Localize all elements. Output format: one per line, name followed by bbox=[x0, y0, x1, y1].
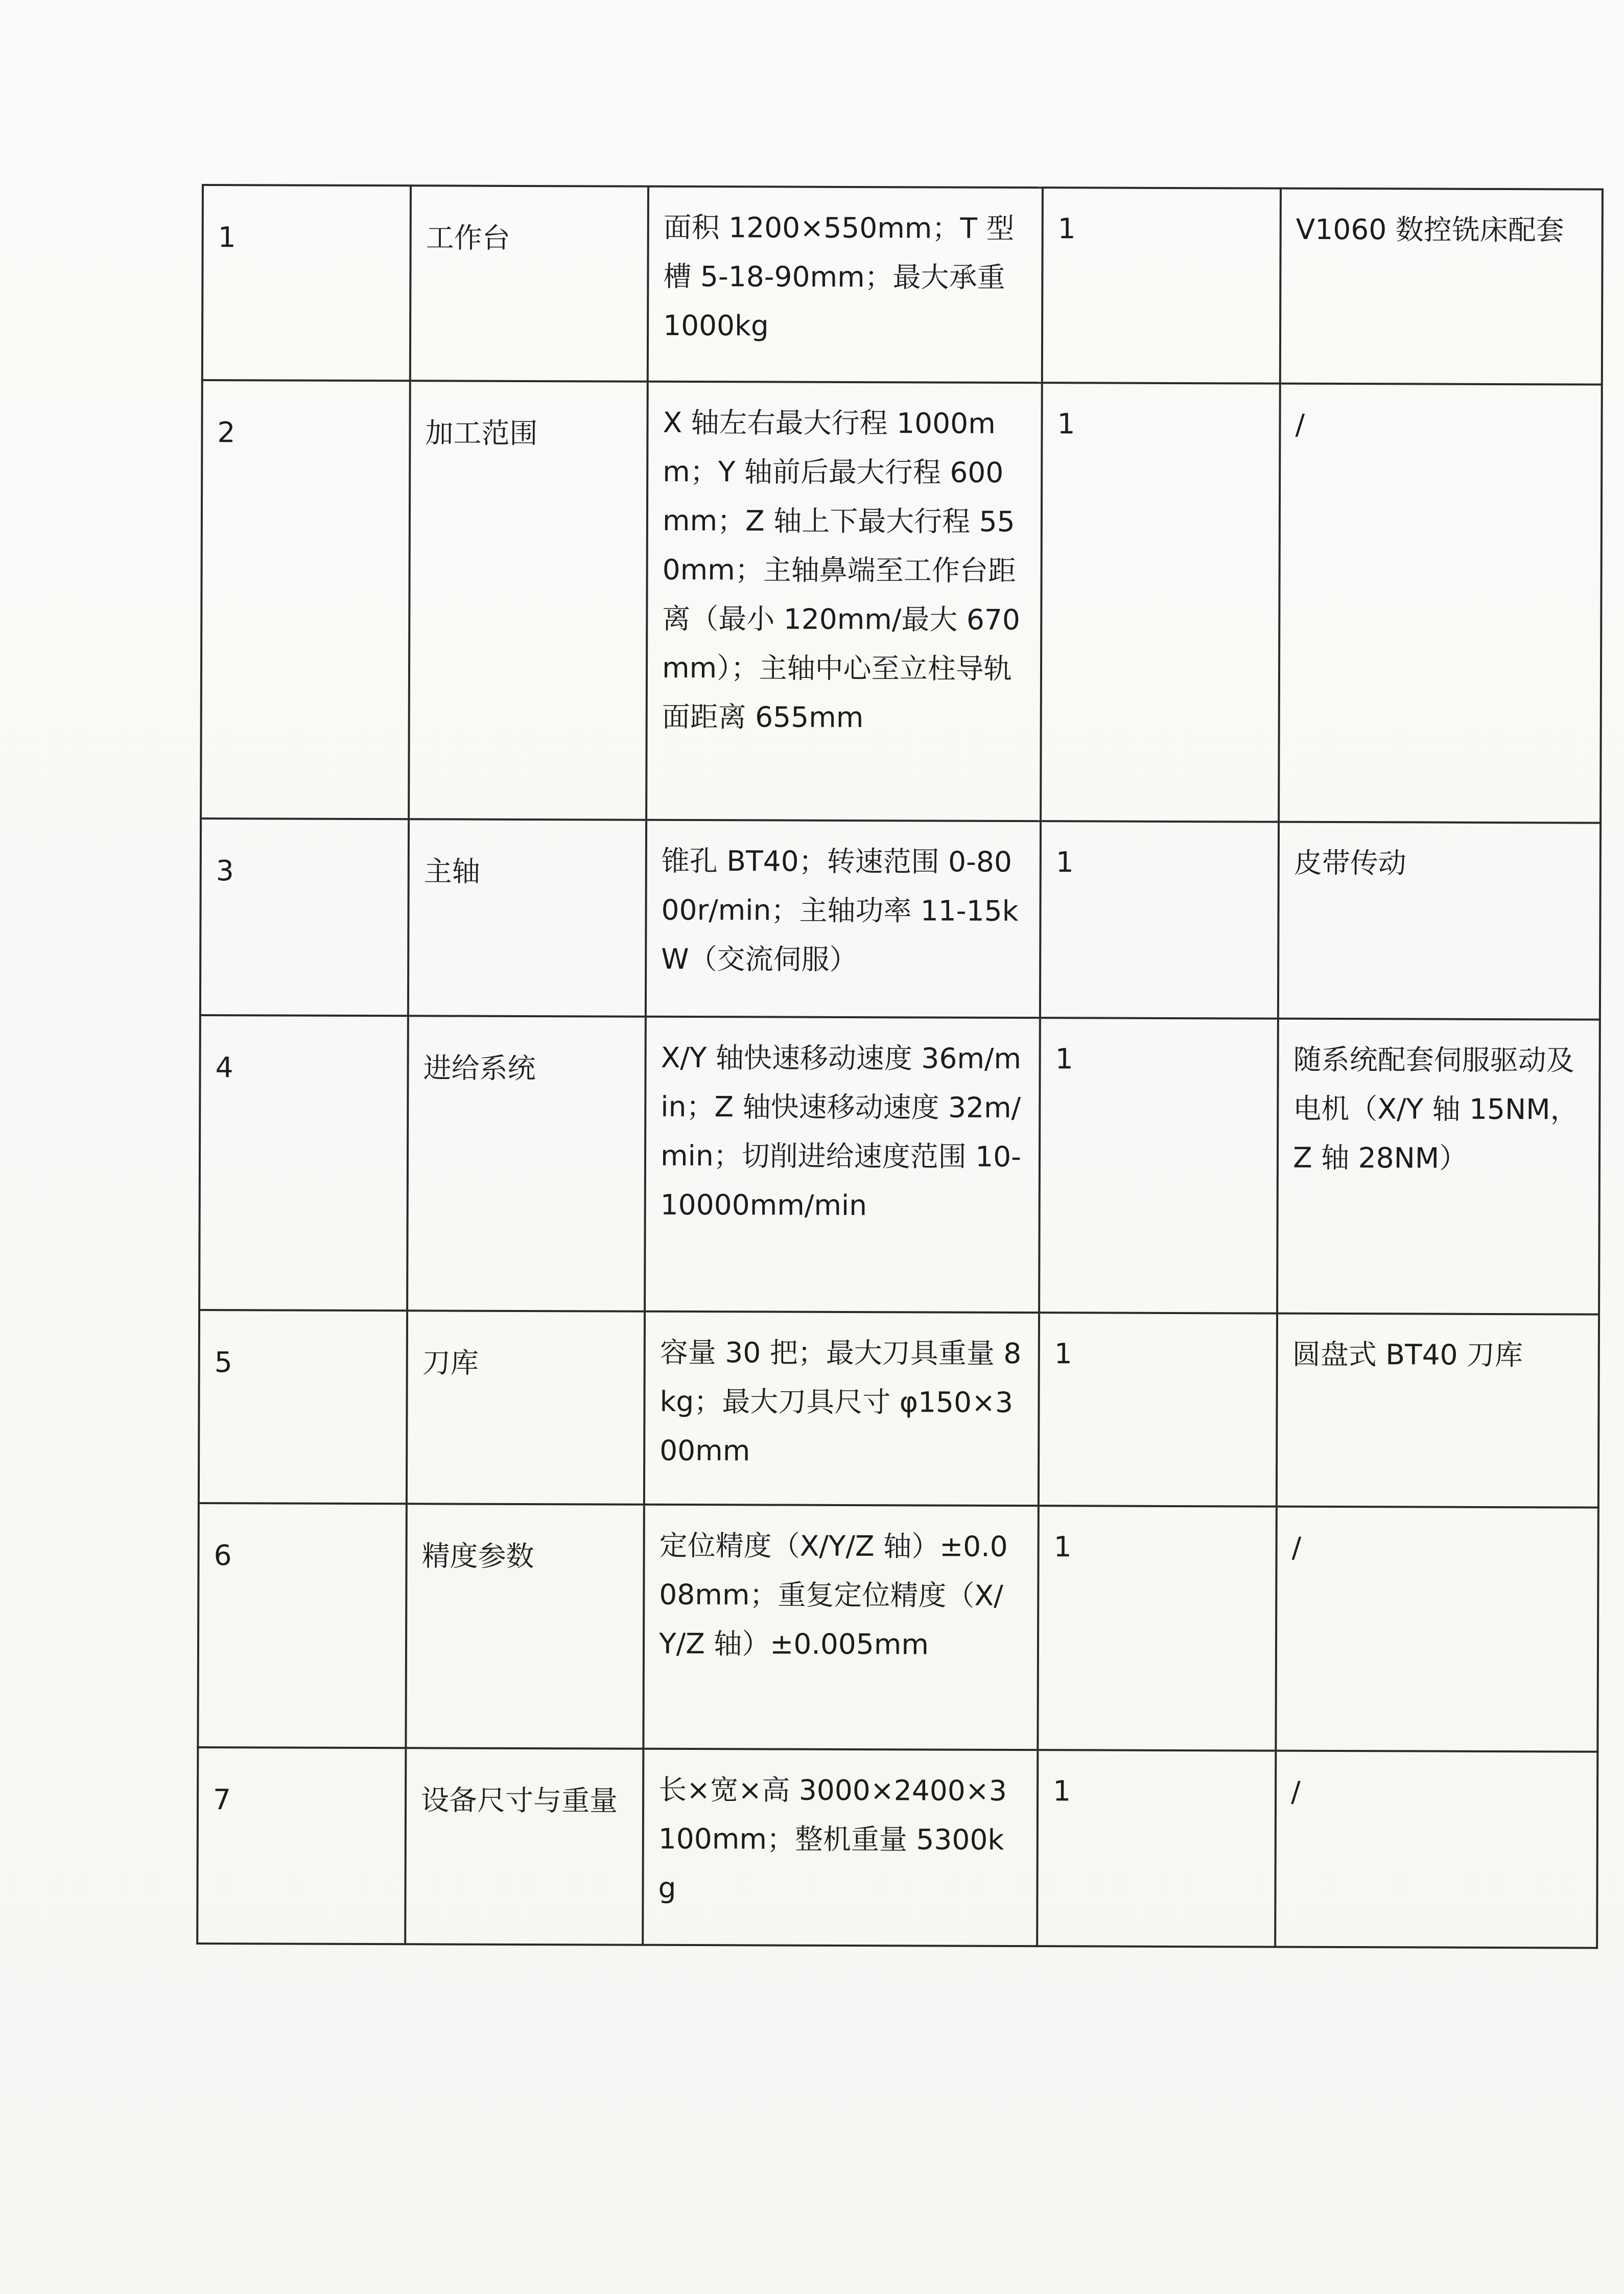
item-spec: 容量 30 把；最大刀具重量 8kg；最大刀具尺寸 φ150×300mm bbox=[660, 1336, 1022, 1467]
item-name: 加工范围 bbox=[425, 416, 538, 450]
table-row bbox=[200, 818, 1601, 1020]
item-note: / bbox=[1295, 408, 1305, 441]
row-number: 3 bbox=[216, 854, 234, 887]
row-number-cell bbox=[199, 1015, 408, 1310]
item-note-cell bbox=[1278, 822, 1601, 1020]
item-spec: X 轴左右最大行程 1000mm；Y 轴前后最大行程 600mm；Z 轴上下最大行程 550mm；主轴鼻端至工作台距离（最小 120mm/最大 670mm）；主轴中心至立柱导轨面距离 655mm bbox=[662, 406, 1021, 734]
item-note-cell bbox=[1280, 189, 1603, 385]
item-qty-cell bbox=[1037, 1750, 1276, 1947]
row-number-cell bbox=[199, 1310, 407, 1504]
item-note: 随系统配套伺服驱动及电机（X/Y 轴 15NM，Z 轴 28NM） bbox=[1292, 1043, 1579, 1175]
row-number-cell bbox=[202, 185, 411, 381]
table-row bbox=[199, 1015, 1600, 1315]
item-spec-cell bbox=[646, 382, 1042, 821]
item-spec-cell bbox=[645, 1017, 1040, 1313]
item-qty: 1 bbox=[1057, 212, 1076, 245]
item-qty: 1 bbox=[1053, 1530, 1072, 1563]
item-name-cell bbox=[405, 1748, 643, 1945]
item-qty: 1 bbox=[1053, 1774, 1071, 1808]
row-number: 2 bbox=[217, 416, 236, 449]
item-note-cell bbox=[1277, 1314, 1599, 1508]
row-number-cell bbox=[201, 380, 410, 819]
table-row bbox=[198, 1503, 1598, 1752]
item-name-cell bbox=[406, 1504, 644, 1748]
table-row bbox=[199, 1310, 1599, 1508]
item-spec: 锥孔 BT40；转速范围 0-8000r/min；主轴功率 11-15kW（交流伺服） bbox=[661, 844, 1019, 976]
item-spec-cell bbox=[646, 820, 1041, 1018]
item-name: 刀库 bbox=[422, 1346, 479, 1379]
item-spec-cell bbox=[648, 186, 1043, 383]
item-note-cell bbox=[1277, 1019, 1600, 1315]
item-spec: 长×宽×高 3000×2400×3100mm；整机重量 5300kg bbox=[658, 1773, 1007, 1904]
table-row bbox=[201, 380, 1602, 823]
row-number-cell bbox=[198, 1503, 406, 1748]
item-name: 进给系统 bbox=[423, 1051, 536, 1085]
row-number-cell bbox=[197, 1747, 406, 1944]
item-spec-cell bbox=[644, 1312, 1039, 1506]
table-row bbox=[202, 185, 1603, 385]
item-name: 工作台 bbox=[426, 221, 510, 254]
item-name-cell bbox=[409, 381, 648, 820]
item-note: 皮带传动 bbox=[1293, 846, 1406, 880]
table-row bbox=[197, 1747, 1597, 1948]
item-qty-cell bbox=[1040, 821, 1279, 1018]
item-note-cell bbox=[1275, 1751, 1597, 1948]
item-note-cell bbox=[1279, 384, 1602, 823]
item-qty: 1 bbox=[1055, 1042, 1073, 1075]
row-number: 5 bbox=[214, 1346, 232, 1379]
item-name: 主轴 bbox=[423, 855, 480, 888]
item-name-cell bbox=[408, 819, 646, 1016]
row-number: 6 bbox=[214, 1539, 232, 1572]
item-qty-cell bbox=[1042, 188, 1281, 383]
item-note-cell bbox=[1276, 1507, 1598, 1752]
item-qty-cell bbox=[1039, 1018, 1278, 1313]
item-note: V1060 数控铣床配套 bbox=[1296, 213, 1564, 247]
item-note: / bbox=[1291, 1531, 1302, 1564]
row-number: 4 bbox=[215, 1051, 233, 1084]
row-number: 7 bbox=[213, 1783, 231, 1816]
item-spec: 定位精度（X/Y/Z 轴）±0.008mm；重复定位精度（X/Y/Z 轴）±0.005mm bbox=[658, 1529, 1008, 1661]
item-spec-cell bbox=[643, 1749, 1038, 1946]
item-qty: 1 bbox=[1055, 846, 1074, 879]
item-name-cell bbox=[410, 185, 648, 381]
row-number-cell bbox=[200, 818, 409, 1016]
item-qty: 1 bbox=[1054, 1337, 1072, 1370]
item-name: 精度参数 bbox=[421, 1539, 534, 1573]
item-name-cell bbox=[407, 1016, 646, 1311]
item-qty-cell bbox=[1041, 383, 1280, 822]
item-qty-cell bbox=[1038, 1506, 1276, 1750]
item-note: 圆盘式 BT40 刀库 bbox=[1292, 1338, 1523, 1372]
row-number: 1 bbox=[218, 221, 236, 254]
equipment-spec-table bbox=[196, 184, 1604, 1949]
item-name: 设备尺寸与重量 bbox=[420, 1784, 618, 1817]
item-qty-cell bbox=[1039, 1313, 1277, 1506]
item-qty: 1 bbox=[1057, 407, 1075, 440]
item-note: / bbox=[1291, 1775, 1301, 1808]
item-spec: X/Y 轴快速移动速度 36m/min；Z 轴快速移动速度 32m/min；切削进给速度范围 10-10000mm/min bbox=[660, 1041, 1022, 1222]
item-name-cell bbox=[407, 1310, 645, 1504]
item-spec-cell bbox=[643, 1505, 1038, 1750]
item-spec: 面积 1200×550mm；T 型槽 5-18-90mm；最大承重 1000kg bbox=[663, 210, 1015, 342]
